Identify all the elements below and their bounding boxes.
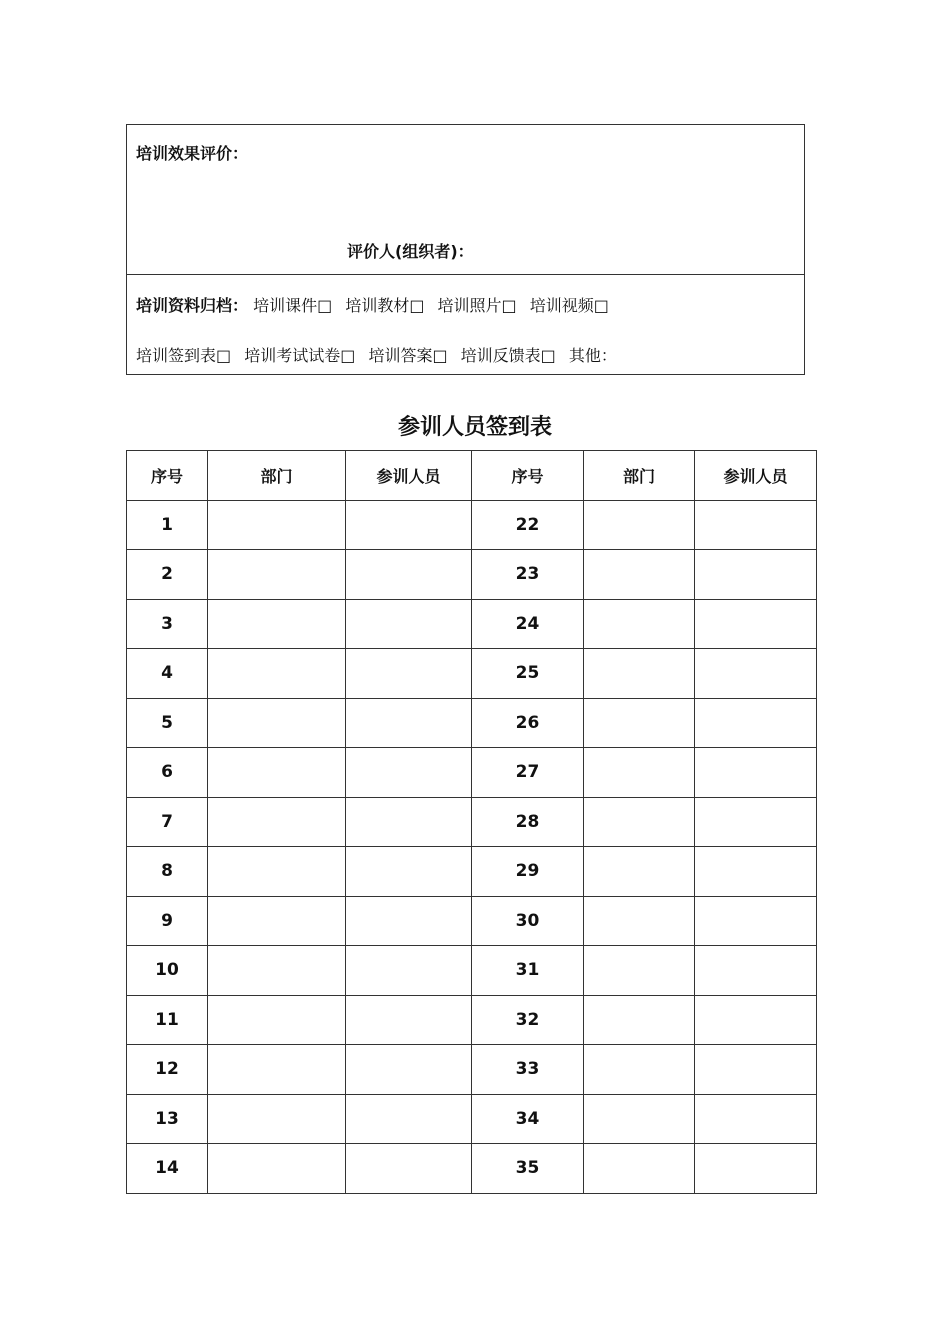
dept-left-cell[interactable] [208, 1045, 346, 1095]
dept-left-cell[interactable] [208, 847, 346, 897]
header-attendee-left: 参训人员 [346, 451, 472, 501]
evaluation-section [127, 125, 804, 275]
attendee-left-cell[interactable] [346, 599, 472, 649]
seq-left: 6 [127, 748, 208, 798]
seq-left: 13 [127, 1094, 208, 1144]
attendee-right-cell[interactable] [695, 1144, 817, 1194]
attendee-right-cell[interactable] [695, 797, 817, 847]
table-row [127, 599, 817, 649]
attendee-left-cell[interactable] [346, 500, 472, 550]
seq-right: 24 [472, 599, 584, 649]
attendee-right-cell[interactable] [695, 550, 817, 600]
attendee-left-cell[interactable] [346, 748, 472, 798]
attendee-right-cell[interactable] [695, 1045, 817, 1095]
dept-right-cell[interactable] [584, 550, 695, 600]
dept-right-cell[interactable] [584, 698, 695, 748]
seq-left: 7 [127, 797, 208, 847]
dept-right-cell[interactable] [584, 748, 695, 798]
dept-right-cell[interactable] [584, 995, 695, 1045]
attendee-left-cell[interactable] [346, 550, 472, 600]
seq-left: 3 [127, 599, 208, 649]
attendee-left-cell[interactable] [346, 847, 472, 897]
attendee-left-cell[interactable] [346, 1045, 472, 1095]
table-row [127, 1045, 817, 1095]
attendee-left-cell[interactable] [346, 698, 472, 748]
attendee-right-cell[interactable] [695, 698, 817, 748]
seq-right: 30 [472, 896, 584, 946]
seq-left: 10 [127, 946, 208, 996]
dept-left-cell[interactable] [208, 797, 346, 847]
attendee-left-cell[interactable] [346, 649, 472, 699]
attendee-right-cell[interactable] [695, 847, 817, 897]
table-row [127, 550, 817, 600]
attendee-right-cell[interactable] [695, 748, 817, 798]
seq-right: 34 [472, 1094, 584, 1144]
dept-right-cell[interactable] [584, 1045, 695, 1095]
evaluation-title: 培训效果评价： [136, 144, 249, 163]
header-attendee-right: 参训人员 [695, 451, 817, 501]
seq-right: 27 [472, 748, 584, 798]
table-row [127, 847, 817, 897]
dept-right-cell[interactable] [584, 599, 695, 649]
table-row [127, 896, 817, 946]
archive-option-exam-paper[interactable]: 培训考试试卷□ [244, 346, 356, 365]
attendee-right-cell[interactable] [695, 896, 817, 946]
header-seq-left: 序号 [127, 451, 208, 501]
header-seq-right: 序号 [472, 451, 584, 501]
dept-left-cell[interactable] [208, 995, 346, 1045]
dept-left-cell[interactable] [208, 698, 346, 748]
archive-option-answers[interactable]: 培训答案□ [368, 346, 448, 365]
dept-right-cell[interactable] [584, 896, 695, 946]
signin-table [126, 450, 817, 1194]
attendee-right-cell[interactable] [695, 1094, 817, 1144]
table-row [127, 1144, 817, 1194]
table-row [127, 1094, 817, 1144]
dept-left-cell[interactable] [208, 946, 346, 996]
attendee-right-cell[interactable] [695, 649, 817, 699]
attendee-right-cell[interactable] [695, 500, 817, 550]
attendee-left-cell[interactable] [346, 797, 472, 847]
archive-label: 培训资料归档： [136, 296, 249, 315]
seq-left: 8 [127, 847, 208, 897]
seq-right: 23 [472, 550, 584, 600]
dept-right-cell[interactable] [584, 500, 695, 550]
archive-option-signin-sheet[interactable]: 培训签到表□ [136, 346, 232, 365]
table-header-row [127, 451, 817, 501]
seq-right: 33 [472, 1045, 584, 1095]
table-row [127, 797, 817, 847]
seq-right: 22 [472, 500, 584, 550]
archive-option-courseware[interactable]: 培训课件□ [253, 296, 333, 315]
table-row [127, 649, 817, 699]
header-dept-left: 部门 [208, 451, 346, 501]
attendee-left-cell[interactable] [346, 946, 472, 996]
attendee-left-cell[interactable] [346, 896, 472, 946]
seq-left: 2 [127, 550, 208, 600]
signin-table-body [127, 500, 817, 1193]
seq-right: 25 [472, 649, 584, 699]
seq-left: 1 [127, 500, 208, 550]
seq-left: 14 [127, 1144, 208, 1194]
seq-right: 32 [472, 995, 584, 1045]
attendee-right-cell[interactable] [695, 599, 817, 649]
dept-right-cell[interactable] [584, 1094, 695, 1144]
dept-right-cell[interactable] [584, 797, 695, 847]
dept-left-cell[interactable] [208, 599, 346, 649]
dept-left-cell[interactable] [208, 500, 346, 550]
dept-right-cell[interactable] [584, 649, 695, 699]
table-row [127, 500, 817, 550]
seq-left: 11 [127, 995, 208, 1045]
seq-left: 9 [127, 896, 208, 946]
evaluator-label: 评价人(组织者)： [347, 242, 474, 261]
archive-option-feedback[interactable]: 培训反馈表□ [460, 346, 556, 365]
archive-option-video[interactable]: 培训视频□ [529, 296, 609, 315]
attendee-right-cell[interactable] [695, 995, 817, 1045]
seq-left: 4 [127, 649, 208, 699]
dept-left-cell[interactable] [208, 1144, 346, 1194]
dept-left-cell[interactable] [208, 649, 346, 699]
archive-line-2 [136, 343, 625, 366]
seq-right: 28 [472, 797, 584, 847]
dept-left-cell[interactable] [208, 550, 346, 600]
attendee-right-cell[interactable] [695, 946, 817, 996]
attendee-left-cell[interactable] [346, 1144, 472, 1194]
table-row [127, 698, 817, 748]
signin-sheet-title: 参训人员签到表 [397, 415, 552, 440]
archive-line-1 [136, 293, 617, 316]
dept-left-cell[interactable] [208, 896, 346, 946]
header-dept-right: 部门 [584, 451, 695, 501]
seq-right: 35 [472, 1144, 584, 1194]
archive-option-photos[interactable]: 培训照片□ [437, 296, 517, 315]
dept-right-cell[interactable] [584, 847, 695, 897]
table-row [127, 748, 817, 798]
seq-right: 29 [472, 847, 584, 897]
seq-left: 5 [127, 698, 208, 748]
archive-option-textbook[interactable]: 培训教材□ [345, 296, 425, 315]
archive-option-other: 其他： [568, 346, 617, 365]
attendee-left-cell[interactable] [346, 1094, 472, 1144]
table-row [127, 995, 817, 1045]
table-row [127, 946, 817, 996]
dept-right-cell[interactable] [584, 946, 695, 996]
dept-left-cell[interactable] [208, 1094, 346, 1144]
seq-right: 31 [472, 946, 584, 996]
seq-left: 12 [127, 1045, 208, 1095]
seq-right: 26 [472, 698, 584, 748]
dept-left-cell[interactable] [208, 748, 346, 798]
evaluation-box [126, 124, 805, 375]
dept-right-cell[interactable] [584, 1144, 695, 1194]
attendee-left-cell[interactable] [346, 995, 472, 1045]
